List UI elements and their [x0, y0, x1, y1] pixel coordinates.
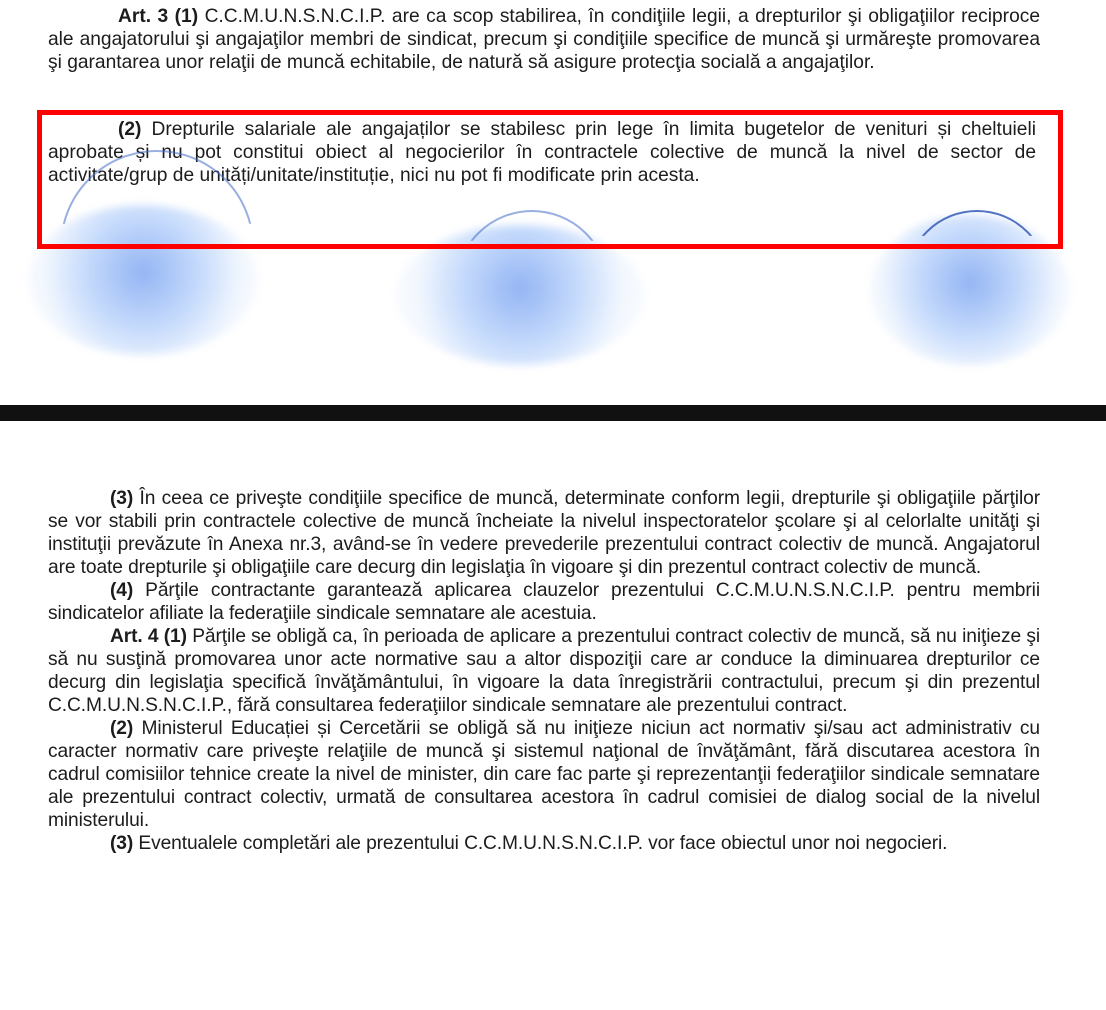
stamp-seal-center: [395, 225, 645, 365]
article-4-paragraph-1: [48, 625, 1040, 717]
article-4-paragraph-2-text: Ministerul Educației și Cercetării se obligă să nu iniţieze niciun act normativ şi/sau act administrativ cu caracter normativ care priveşte relaţiile de muncă şi sistemul naţional de învăţământ, fără discutarea acestora în cadrul comisiilor tehnice create la nivel de minister, din care fac parte şi reprezentanţii federaţiilor sindicale semnatare ale prezentului contract colectiv, urmată de consultarea acestora în cadrul comisiei de dialog social de la nivelul ministerului.: [48, 718, 1040, 831]
article-4-paragraph-1-text: Părţile se obligă ca, în perioada de aplicare a prezentului contract colectiv de muncă, să nu iniţieze şi să nu susţină promovarea unor acte normative sau a altor dispoziţii care ar conduce la diminuarea drepturilor ce decurg din legislaţia specifică învăţământului, în vigoare la data înregistrării contractului, precum şi din prezentul C.C.M.U.N.S.N.C.I.P., fără consultarea federaţiilor sindicale semnatare ale prezentului contract.: [48, 626, 1040, 716]
document-page-top: [0, 0, 1106, 405]
article-4-paragraph-2: [48, 717, 1040, 832]
page-separator: [0, 405, 1106, 425]
article-3-paragraph-4: [48, 579, 1040, 625]
article-4-paragraph-3-lead: (3): [110, 833, 134, 854]
article-4-paragraph-3-text: Eventualele completări ale prezentului C.C.M.U.N.S.N.C.I.P. vor face obiectul unor noi negocieri.: [133, 833, 948, 854]
article-4-paragraph-2-lead: (2): [110, 718, 134, 739]
article-3-paragraph-1: [48, 5, 1040, 74]
stamp-seal-left: [28, 205, 258, 355]
article-3-paragraph-3-lead: (3): [110, 488, 134, 509]
article-3-paragraph-4-text: Părţile contractante garantează aplicarea clauzelor prezentului C.C.M.U.N.S.N.C.I.P. pentru membrii sindicatelor afiliate la federaţiile sindicale semnatare ale acestuia.: [48, 580, 1040, 624]
article-3-paragraph-2-text: Drepturile salariale ale angajaților se stabilesc prin lege în limita bugetelor de venituri și cheltuieli aprobate și nu pot constitui obiect al negocierilor în contractele colective de muncă la nivel de sector de activitate/grup de unități/unitate/instituție, nici nu pot fi modificate prin acesta.: [48, 119, 1036, 186]
article-3-paragraph-2-lead: (2): [118, 119, 142, 140]
article-3-paragraph-4-lead: (4): [110, 580, 134, 601]
article-3-paragraph-1-text: C.C.M.U.N.S.N.C.I.P. are ca scop stabilirea, în condiţiile legii, a drepturilor şi obligaţiilor reciproce ale angajatorului şi angajaţilor membri de sindicat, precum şi condiţiile specifice de muncă şi urmăreşte promovarea şi garantarea unor relaţii de muncă echitabile, de natură să asigure protecţia socială a angajaţilor.: [48, 6, 1041, 73]
article-4-paragraph-1-lead: Art. 4 (1): [110, 626, 187, 647]
stamp-seal-right: [870, 215, 1070, 365]
article-body: [48, 487, 1040, 855]
article-4-paragraph-3: [48, 832, 1040, 855]
article-3-paragraph-3-text: În ceea ce priveşte condiţiile specifice de muncă, determinate conform legii, drepturile şi obligaţiile părţilor se vor stabili prin contractele colective de muncă încheiate la nivelul inspectoratelor şcolare şi al celorlalte unităţi şi instituţii prevăzute în Anexa nr.3, având-se în vedere prevederile prezentului contract colectiv de muncă. Angajatorul are toate drepturile şi obligaţiile care decurg din legislaţia în vigoare şi din prezentul contract colectiv de muncă.: [48, 488, 1040, 578]
article-3-paragraph-1-lead: Art. 3 (1): [118, 6, 199, 27]
document-page-bottom: [0, 425, 1106, 1010]
page-separator-bar: [0, 405, 1106, 421]
article-3-paragraph-3: [48, 487, 1040, 579]
